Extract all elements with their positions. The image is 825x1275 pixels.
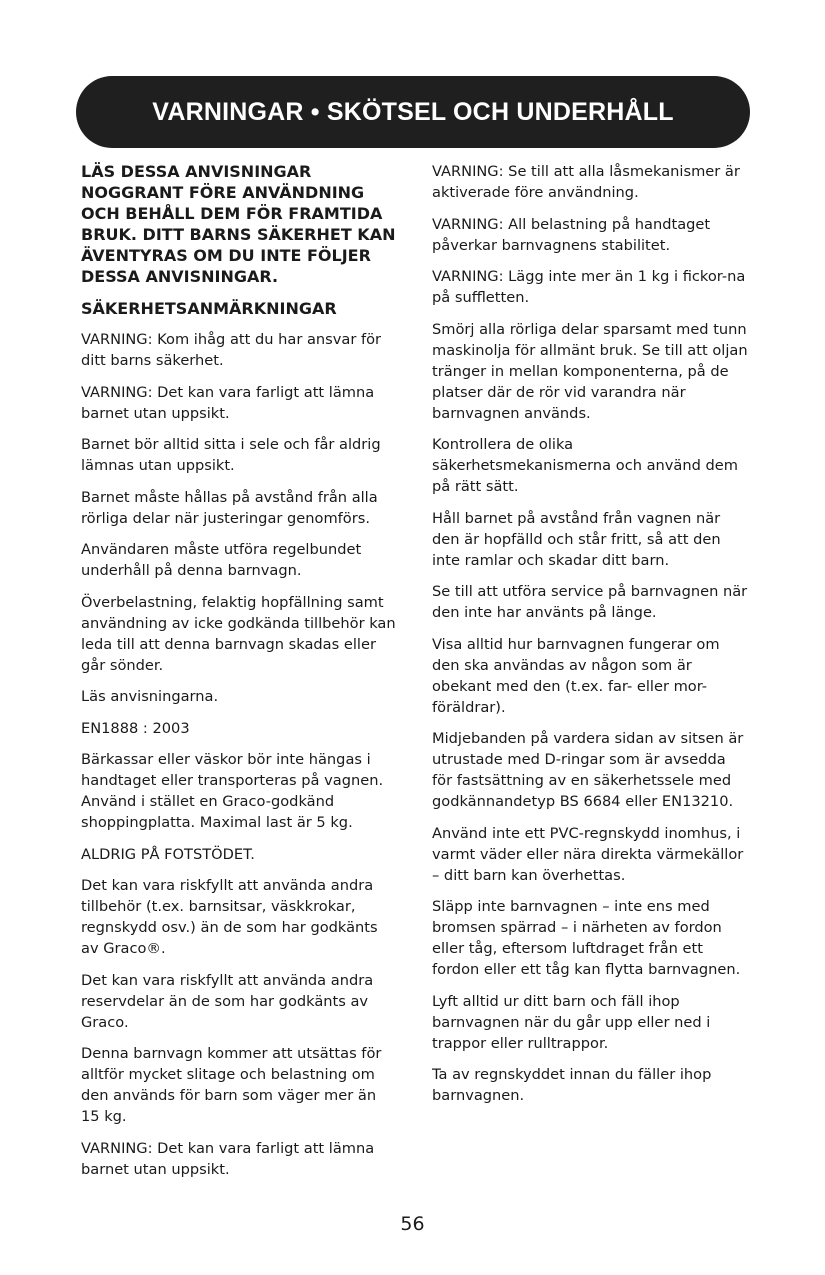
paragraph: Användaren måste utföra regelbundet underhåll på denna barnvagn.: [81, 541, 362, 579]
paragraph: Smörj alla rörliga delar sparsamt med tunn maskinolja för allmänt bruk. Se till att oljan tränger in mellan komponenterna, på de platser där de rör vid varandra när barnvagnen används.: [432, 320, 748, 422]
paragraph: VARNING: All belastning på handtaget påverkar barnvagnens stabilitet.: [432, 215, 711, 254]
paragraph: Släpp inte barnvagnen – inte ens med bromsen spärrad – i närheten av fordon eller tåg, eftersom luftdraget från ett fordon eller ett tåg kan flytta barnvagnen.: [432, 898, 741, 978]
paragraph: Läs anvisningarna.: [81, 688, 219, 705]
left-column: [81, 161, 399, 1190]
paragraph: Bärkassar eller väskor bör inte hängas i handtaget eller transporteras på vagnen. Använd i stället en Graco-godkänd shoppingplatta. Maximal last är 5 kg.: [81, 751, 384, 831]
paragraph: VARNING: Det kan vara farligt att lämna barnet utan uppsikt.: [81, 383, 375, 422]
paragraph: Se till att utföra service på barnvagnen när den inte har använts på länge.: [432, 583, 748, 621]
paragraph: Barnet måste hållas på avstånd från alla rörliga delar när justeringar genomförs.: [81, 488, 378, 527]
paragraph: Ta av regnskyddet innan du fäller ihop barnvagnen.: [432, 1066, 712, 1104]
paragraph: Visa alltid hur barnvagnen fungerar om den ska användas av någon som är obekant med den (t.ex. far- eller mor-föräldrar).: [432, 635, 720, 716]
right-column: [432, 161, 750, 1117]
paragraph: Denna barnvagn kommer att utsättas för alltför mycket slitage och belastning om den används för barn som väger mer än 15 kg.: [81, 1045, 382, 1125]
paragraph: Det kan vara riskfyllt att använda andra reservdelar än de som har godkänts av Graco.: [81, 971, 374, 1031]
paragraph: VARNING: Se till att alla låsmekanismer är aktiverade före användning.: [432, 163, 740, 201]
paragraph: Använd inte ett PVC-regnskydd inomhus, i varmt väder eller nära direkta värmekällor – ditt barn kan överhettas.: [432, 824, 744, 884]
page-number: 56: [400, 1213, 425, 1235]
paragraph: Håll barnet på avstånd från vagnen när den är hopfälld och står fritt, så att den inte ramlar och skadar ditt barn.: [432, 509, 721, 569]
paragraph: VARNING: Kom ihåg att du har ansvar för ditt barns säkerhet.: [81, 331, 382, 369]
paragraph: Överbelastning, felaktig hopfällning samt användning av icke godkända tillbehör kan leda till att denna barnvagn skadas eller går sönder.: [81, 593, 396, 674]
section-heading: SÄKERHETSANMÄRKNINGAR: [81, 298, 337, 318]
paragraph: Midjebanden på vardera sidan av sitsen är utrustade med D-ringar som är avsedda för fastsättning av en säkerhetssele med godkännandetyp BS 6684 eller EN13210.: [432, 730, 744, 810]
paragraph: VARNING: Lägg inte mer än 1 kg i fickor-na på suffletten.: [432, 268, 746, 306]
paragraph: Det kan vara riskfyllt att använda andra tillbehör (t.ex. barnsitsar, väskkrokar, regnskydd osv.) än de som har godkänts av Graco®.: [81, 877, 378, 957]
paragraph: EN1888 : 2003: [81, 719, 190, 737]
paragraph: ALDRIG PÅ FOTSTÖDET.: [81, 845, 255, 863]
intro-warning: LÄS DESSA ANVISNINGAR NOGGRANT FÖRE ANVÄNDNING OCH BEHÅLL DEM FÖR FRAMTIDA BRUK. DITT BARNS SÄKERHET KAN ÄVENTYRAS OM DU INTE FÖLJER DESSA ANVISNINGAR.: [81, 162, 396, 286]
paragraph: Lyft alltid ur ditt barn och fäll ihop barnvagnen när du går upp eller ned i trappor eller rulltrappor.: [432, 992, 711, 1052]
paragraph: VARNING: Det kan vara farligt att lämna barnet utan uppsikt.: [81, 1139, 375, 1178]
page-title: VARNINGAR • SKÖTSEL OCH UNDERHÅLL: [152, 97, 674, 126]
header-banner: [76, 76, 750, 148]
paragraph: Barnet bör alltid sitta i sele och får aldrig lämnas utan uppsikt.: [81, 436, 381, 474]
paragraph: Kontrollera de olika säkerhetsmekanismerna och använd dem på rätt sätt.: [432, 436, 738, 495]
